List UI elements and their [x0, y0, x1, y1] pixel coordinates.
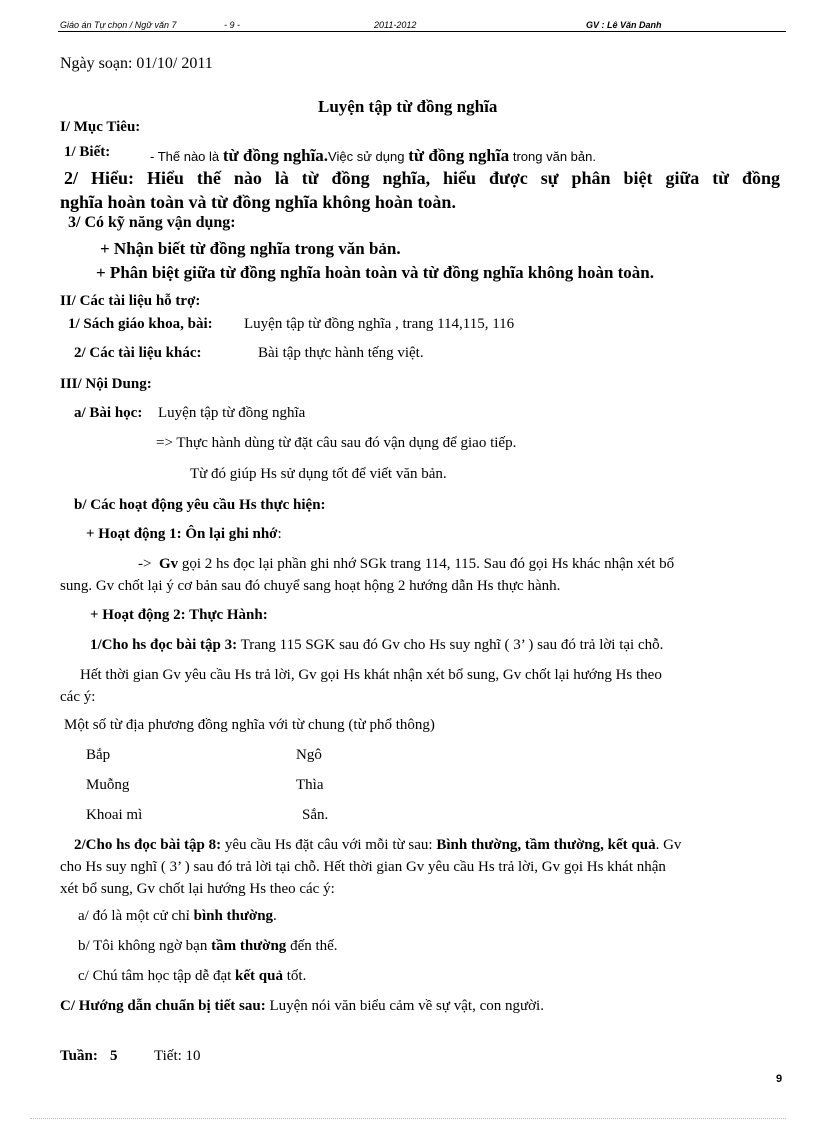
header-rule	[58, 31, 786, 32]
lesson-line-3: Từ đó giúp Hs sử dụng tốt để viết văn bản.	[190, 466, 447, 482]
know-text-b: từ đồng nghĩa.	[222, 146, 329, 165]
understand-text-1: Hiểu thế nào là từ đồng nghĩa, hiểu được sự phân biệt giữa từ đồng	[146, 168, 780, 188]
sentence-b	[78, 938, 338, 955]
skill-heading: 3/ Có kỹ năng vận dụng:	[68, 214, 236, 231]
objective-know-text	[150, 146, 596, 166]
know-text-c: Việc sử dụng	[328, 149, 405, 164]
resource-other-value: Bài tập thực hành tếng việt.	[258, 345, 424, 361]
activity-1-colon: :	[277, 526, 282, 542]
next-lesson-value: Luyện nói văn biểu cảm về sự vật, con người.	[269, 998, 544, 1014]
exercise-8-text-b: . Gv	[655, 837, 682, 853]
sentence-b-word: tầm thường	[211, 938, 287, 954]
exercise-8-text-a: yêu cầu Hs đặt câu với mỗi từ sau:	[224, 837, 433, 853]
sentence-a-word: bình thường	[193, 908, 274, 924]
sentence-b-post: đến thế.	[290, 938, 338, 954]
know-text-d: từ đồng nghĩa	[408, 146, 510, 165]
activity-2-heading: + Hoạt động 2: Thực Hành:	[90, 607, 268, 623]
pair-3-common: Sắn.	[302, 807, 329, 823]
sentence-c	[78, 968, 306, 985]
pair-2-common: Thìa	[296, 777, 324, 793]
pair-1-common: Ngô	[296, 747, 322, 763]
activity-1-line-2: sung. Gv chốt lại ý cơ bản sau đó chuyể sang hoạt hộng 2 hướng dẫn Hs thực hành.	[60, 578, 561, 594]
pair-1-local: Bắp	[86, 747, 111, 763]
exercise-3-value: Trang 115 SGK sau đó Gv cho Hs suy nghĩ ( 3’ ) sau đó trả lời tại chỗ.	[240, 637, 664, 653]
resource-textbook-label: 1/ Sách giáo khoa, bài:	[68, 316, 213, 332]
next-lesson-label: C/ Hướng dẫn chuẩn bị tiết sau:	[60, 998, 266, 1014]
sentence-b-pre: b/ Tôi không ngờ bạn	[78, 938, 208, 954]
activity-1-arrow: ->	[138, 556, 152, 572]
section-objectives-heading: I/ Mục Tiêu:	[60, 119, 141, 135]
resource-textbook-value: Luyện tập từ đồng nghĩa , trang 114,115, 116	[244, 316, 515, 332]
header-teacher: GV : Lê Văn Danh	[586, 20, 662, 30]
header-subject: Giáo án Tự chọn / Ngữ văn 7	[60, 20, 177, 30]
exercise-3-line-2: Hết thời gian Gv yêu cầu Hs trả lời, Gv gọi Hs khát nhận xét bổ sung, Gv chốt lại hướng Hs theo	[80, 667, 662, 683]
exercise-3-line-4: Một số từ địa phương đồng nghĩa với từ chung (từ phổ thông)	[64, 717, 435, 733]
week-value: 5	[110, 1048, 118, 1064]
activity-1-gv: Gv	[158, 556, 179, 572]
sentence-a-post: .	[273, 908, 277, 924]
activity-1-line-1	[138, 556, 674, 573]
sentence-a-pre: a/ đó là một cử chỉ	[78, 908, 190, 924]
exercise-3-line-3: các ý:	[60, 689, 96, 705]
exercise-8-line-3: xét bổ sung, Gv chốt lại hướng Hs theo các ý:	[60, 881, 335, 897]
pair-2-local: Muỗng	[86, 777, 130, 793]
objective-understand-line1	[64, 168, 780, 190]
objective-know	[64, 144, 110, 161]
pair-3-local: Khoai mì	[86, 807, 143, 823]
section-resources-heading: II/ Các tài liệu hỗ trợ:	[60, 293, 201, 309]
exercise-8-label: 2/Cho hs đọc bài tập 8:	[74, 837, 222, 853]
activity-1-label: + Hoạt động 1: Ôn lại ghi nhớ	[86, 526, 278, 542]
next-lesson	[60, 998, 544, 1015]
lesson-line-2: => Thực hành dùng từ đặt câu sau đó vận dụng để giao tiếp.	[156, 435, 517, 451]
page-title: Luyện tập từ đồng nghĩa	[318, 97, 498, 116]
skill-item-2: + Phân biệt giữa từ đồng nghĩa hoàn toàn và từ đồng nghĩa không hoàn toàn.	[96, 263, 655, 282]
sentence-c-pre: c/ Chú tâm học tập dễ đạt	[78, 968, 232, 984]
exercise-8-words: Bình thường, tầm thường, kết quả	[436, 837, 656, 853]
activity-1-heading	[86, 526, 282, 543]
know-text-e: trong văn bản.	[512, 149, 596, 164]
exercise-8-line-1	[74, 837, 681, 854]
exercise-3-label: 1/Cho hs đọc bài tập 3:	[90, 637, 238, 653]
resource-other-label: 2/ Các tài liệu khác:	[74, 345, 202, 361]
know-label: 1/ Biết:	[64, 144, 111, 160]
exercise-3-line-1	[90, 637, 663, 654]
sentence-c-post: tốt.	[286, 968, 307, 984]
lesson-value: Luyện tập từ đồng nghĩa	[158, 405, 306, 421]
sentence-c-word: kết quả	[235, 968, 283, 984]
period: Tiết: 10	[154, 1048, 201, 1064]
section-content-heading: III/ Nội Dung:	[60, 376, 152, 392]
understand-label: 2/ Hiểu:	[64, 168, 134, 188]
footer-rule	[30, 1118, 786, 1119]
prep-date: Ngày soạn: 01/10/ 2011	[60, 55, 213, 72]
page-number: 9	[776, 1073, 783, 1085]
objective-understand-line2: nghĩa hoàn toàn và từ đồng nghĩa không hoàn toàn.	[60, 192, 456, 212]
activity-1-text-1: gọi 2 hs đọc lại phần ghi nhớ SGk trang 114, 115. Sau đó gọi Hs khác nhận xét bổ	[181, 556, 675, 572]
activities-heading: b/ Các hoạt động yêu cầu Hs thực hiện:	[74, 497, 326, 513]
header-page: - 9 -	[224, 20, 241, 30]
header-year: 2011-2012	[374, 20, 417, 30]
week-label: Tuần:	[60, 1048, 98, 1064]
lesson-label: a/ Bài học:	[74, 405, 143, 421]
exercise-8-line-2: cho Hs suy nghĩ ( 3’ ) sau đó trả lời tại chỗ. Hết thời gian Gv yêu cầu Hs trả lời, Gv gọi Hs khát nhận	[60, 859, 666, 875]
know-text-a: - Thế nào là	[150, 149, 220, 164]
sentence-a	[78, 908, 277, 925]
skill-item-1: + Nhận biết từ đồng nghĩa trong văn bản.	[100, 239, 401, 258]
